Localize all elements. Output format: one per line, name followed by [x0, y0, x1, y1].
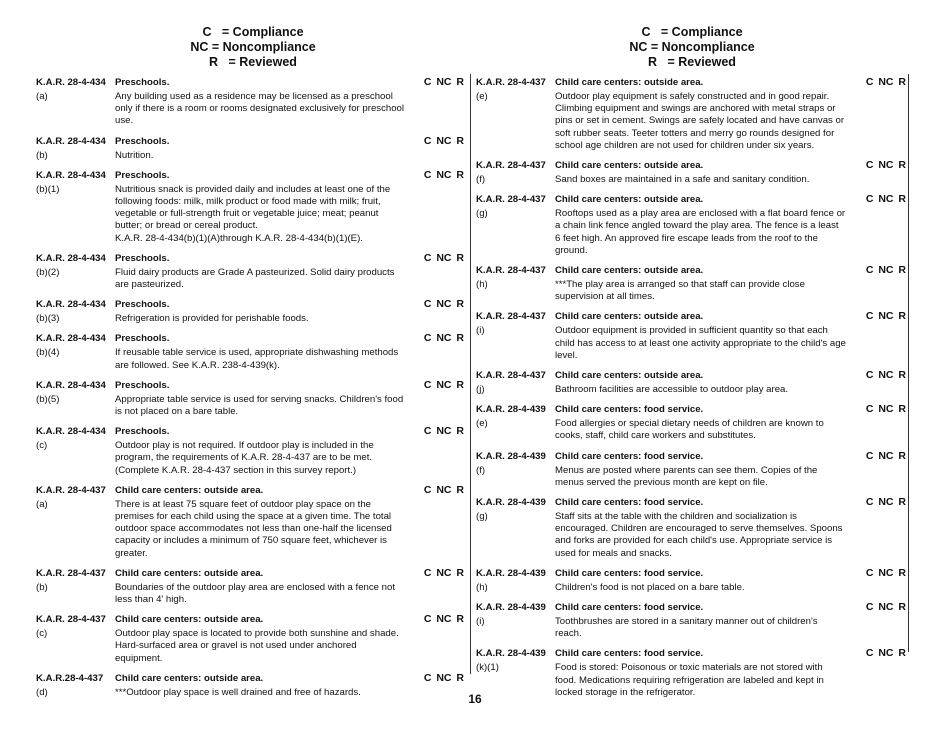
regulation-title: Preschools. — [115, 299, 170, 311]
entry-header — [36, 169, 464, 182]
requirement-text: ***The play area is arranged so that staff can provide close supervision at all times. — [555, 279, 805, 303]
subsection-label: (g) — [476, 208, 488, 220]
compliance-marks: C NC R — [423, 566, 464, 579]
compliance-marks: C NC R — [865, 310, 906, 323]
column-divider — [470, 74, 471, 674]
entry-header — [476, 567, 906, 580]
compliance-marks: C NC R — [423, 378, 464, 391]
regulation-title: Child care centers: outside area. — [555, 77, 704, 88]
regulation-title: Child care centers: food service. — [555, 648, 704, 660]
regulation-ref: K.A.R. 28-4-437 — [476, 160, 546, 172]
requirement-text: Outdoor play is not required. If outdoor play is included in the program, the requirements of K.A.R. 28-4-437 are to be met. (Complete K.A.R. 28-4-437 section in this survey report.) — [115, 440, 374, 476]
compliance-marks: C NC R — [865, 403, 906, 416]
entry-body — [476, 325, 906, 362]
regulation-ref: K.A.R. 28-4-437 — [36, 484, 106, 496]
requirement-text: Any building used as a residence may be licensed as a preschool only if there is a room or rooms designated exclusively for preschool use. — [115, 91, 405, 127]
subsection-label: (b) — [36, 149, 48, 161]
compliance-marks: C NC R — [423, 298, 464, 311]
legend-left — [103, 25, 403, 70]
entry-body — [36, 628, 464, 665]
regulation-ref: K.A.R.28-4-437 — [36, 672, 104, 684]
regulation-entry — [36, 298, 464, 325]
entry-body — [476, 279, 906, 303]
entry-header — [476, 264, 906, 277]
requirement-text: Refrigeration is provided for perishable foods. — [115, 313, 309, 325]
regulation-entry — [36, 613, 464, 665]
compliance-marks: C NC R — [865, 369, 906, 382]
regulation-entry — [36, 135, 464, 162]
regulation-title: Preschools. — [115, 379, 170, 391]
regulation-ref: K.A.R. 28-4-434 — [36, 299, 106, 311]
regulation-title: Child care centers: outside area. — [115, 484, 264, 496]
requirement-text: Menus are posted where parents can see them. Copies of the menus served the previous month are kept on file. — [555, 464, 818, 488]
entry-header — [36, 672, 464, 685]
entry-header — [476, 76, 906, 89]
regulation-ref: K.A.R. 28-4-434 — [36, 169, 106, 181]
regulation-title: Child care centers: outside area. — [115, 567, 264, 579]
entry-header — [36, 298, 464, 311]
entry-body — [36, 184, 464, 245]
regulation-title: Preschools. — [115, 169, 170, 181]
entry-body — [476, 511, 906, 560]
regulation-ref: K.A.R. 28-4-437 — [36, 567, 106, 579]
regulation-title: Preschools. — [115, 426, 170, 438]
requirement-text: Boundaries of the outdoor play area are enclosed with a fence not less than 4' high. — [115, 581, 396, 606]
regulation-ref: K.A.R. 28-4-439 — [476, 567, 546, 579]
legend-reviewed: R = Reviewed — [209, 55, 297, 69]
regulation-title: Child care centers: food service. — [555, 602, 704, 614]
regulation-ref: K.A.R. 28-4-437 — [476, 265, 546, 277]
compliance-marks: C NC R — [865, 496, 906, 509]
subsection-label: (e) — [476, 91, 488, 102]
regulation-title: Child care centers: food service. — [555, 567, 704, 579]
regulation-title: Child care centers: food service. — [555, 497, 704, 509]
entry-header — [36, 332, 464, 345]
compliance-marks: C NC R — [423, 168, 464, 181]
regulation-entry — [36, 484, 464, 560]
regulation-entry — [36, 425, 464, 477]
legend-compliance: C = Compliance — [641, 25, 743, 39]
compliance-marks: C NC R — [865, 601, 906, 614]
entry-body — [36, 440, 464, 477]
entry-header — [36, 484, 464, 497]
regulation-ref: K.A.R. 28-4-439 — [476, 602, 546, 614]
compliance-marks: C NC R — [865, 159, 906, 172]
compliance-marks: C NC R — [865, 193, 906, 206]
regulation-ref: K.A.R. 28-4-439 — [476, 648, 546, 660]
entry-header — [476, 601, 906, 614]
entry-body — [476, 582, 906, 594]
regulation-title: Child care centers: food service. — [555, 404, 704, 416]
entry-header — [476, 193, 906, 206]
entry-body — [476, 384, 906, 396]
entry-header — [36, 425, 464, 438]
requirement-text: Fluid dairy products are Grade A pasteurized. Solid dairy products are pasteurized. — [115, 266, 395, 291]
requirement-text: Children's food is not placed on a bare table. — [555, 581, 745, 593]
regulation-title: Child care centers: food service. — [555, 450, 704, 462]
subsection-label: (e) — [476, 418, 488, 430]
regulation-entry — [476, 159, 906, 186]
entry-header — [476, 159, 906, 172]
regulation-title: Preschools. — [115, 252, 170, 264]
subsection-label: (c) — [36, 440, 48, 452]
regulation-ref: K.A.R. 28-4-437 — [476, 194, 546, 206]
subsection-label: (b) — [36, 581, 48, 593]
requirement-text: Appropriate table service is used for serving snacks. Children's food is not placed on a bare table. — [115, 393, 404, 418]
requirement-text: ***Outdoor play space is well drained and free of hazards. — [115, 686, 361, 698]
entry-body — [476, 174, 906, 186]
regulation-ref: K.A.R. 28-4-437 — [36, 614, 106, 626]
subsection-label: (b)(4) — [36, 347, 60, 359]
entry-header — [476, 369, 906, 382]
regulation-ref: K.A.R. 28-4-434 — [36, 426, 106, 438]
subsection-label: (i) — [476, 325, 485, 337]
compliance-marks: C NC R — [423, 332, 464, 345]
regulation-entry — [36, 169, 464, 245]
entry-header — [476, 647, 906, 660]
subsection-label: (b)(1) — [36, 183, 60, 195]
subsection-label: (a) — [36, 498, 48, 510]
subsection-label: (k)(1) — [476, 662, 499, 674]
subsection-label: (h) — [476, 279, 488, 291]
regulation-entry — [476, 450, 906, 489]
entry-body — [36, 91, 464, 128]
regulation-title: Child care centers: outside area. — [555, 194, 704, 206]
regulation-title: Child care centers: outside area. — [555, 370, 704, 382]
requirement-text: Staff sits at the table with the children and socialization is encouraged. Children are encouraged to serve themselves. Spoons and forks are provided for each child's use. Appropriate service is used for meals and snacks. — [555, 511, 843, 559]
requirement-text: Outdoor play space is located to provide both sunshine and shade. Hard-surfaced area or gravel is not used under anchored equipment. — [115, 628, 399, 664]
requirement-text: Outdoor equipment is provided in sufficient quantity so that each child has access to at least one activity appropriate to the child's age level. — [555, 325, 846, 361]
right-border — [908, 74, 909, 652]
regulation-ref: K.A.R. 28-4-434 — [36, 379, 106, 391]
regulation-ref: K.A.R. 28-4-437 — [476, 77, 546, 88]
regulation-entry — [36, 567, 464, 606]
entry-body — [36, 499, 464, 560]
regulation-ref: K.A.R. 28-4-437 — [476, 370, 546, 382]
regulation-entry — [476, 264, 906, 303]
regulation-ref: K.A.R. 28-4-434 — [36, 333, 106, 345]
regulation-title: Child care centers: outside area. — [115, 672, 264, 684]
entry-header — [36, 567, 464, 580]
entry-body — [476, 465, 906, 489]
regulation-ref: K.A.R. 28-4-437 — [476, 311, 546, 323]
entry-header — [36, 379, 464, 392]
subsection-label: (h) — [476, 581, 488, 593]
regulation-ref: K.A.R. 28-4-434 — [36, 252, 106, 264]
regulation-title: Preschools. — [115, 77, 170, 88]
right-column — [476, 76, 906, 706]
entry-header — [476, 310, 906, 323]
compliance-marks: C NC R — [423, 613, 464, 626]
requirement-text: There is at least 75 square feet of outdoor play space on the premises for each child using the space at a given time. The total outdoor space accommodates not less than one-half the licensed capacity or includes a minimum of 750 square feet, whichever is greater. — [115, 498, 392, 559]
entry-header — [36, 613, 464, 626]
regulation-entry — [36, 76, 464, 128]
entry-body — [476, 208, 906, 257]
regulation-entry — [36, 379, 464, 418]
compliance-marks: C NC R — [423, 76, 464, 88]
subsection-label: (b)(2) — [36, 266, 60, 278]
compliance-marks: C NC R — [865, 449, 906, 462]
requirement-text: Bathroom facilities are accessible to outdoor play area. — [555, 384, 789, 396]
compliance-marks: C NC R — [423, 251, 464, 264]
compliance-marks: C NC R — [865, 264, 906, 277]
entry-header — [476, 403, 906, 416]
subsection-label: (c) — [36, 628, 48, 640]
legend-noncompliance: NC = Noncompliance — [190, 40, 316, 54]
compliance-marks: C NC R — [423, 483, 464, 496]
regulation-title: Child care centers: outside area. — [555, 160, 704, 172]
regulation-title: Child care centers: outside area. — [555, 311, 704, 323]
entry-header — [36, 76, 464, 89]
requirement-text: Outdoor play equipment is safely constructed and in good repair. Climbing equipment and swings are anchored with metal straps or pins or set in cement. Swings are safely located and have canvas or soft rubber seats. Teeter totters and merry go rounds designed for school age children are not used for children under six years. — [555, 91, 845, 151]
page-number: 16 — [468, 692, 482, 706]
subsection-label: (f) — [476, 464, 486, 476]
compliance-marks: C NC R — [865, 76, 906, 88]
subsection-label: (g) — [476, 511, 488, 523]
subsection-label: (j) — [476, 384, 485, 396]
regulation-entry — [476, 403, 906, 442]
regulation-title: Child care centers: outside area. — [555, 265, 704, 277]
regulation-ref: K.A.R. 28-4-439 — [476, 404, 546, 416]
compliance-marks: C NC R — [865, 566, 906, 579]
legend-noncompliance: NC = Noncompliance — [629, 40, 755, 54]
subsection-label: (b)(3) — [36, 313, 60, 325]
regulation-entry — [36, 252, 464, 291]
requirement-text: Toothbrushes are stored in a sanitary manner out of children's reach. — [555, 616, 818, 640]
entry-body — [476, 418, 906, 442]
regulation-ref: K.A.R. 28-4-439 — [476, 497, 546, 509]
requirement-text: Food is stored: Poisonous or toxic materials are not stored with food. Medications requiring refrigeration are labeled and kept in locked storage in the refrigerator. — [555, 662, 824, 698]
regulation-entry — [476, 567, 906, 594]
entry-body — [476, 616, 906, 640]
entry-body — [36, 394, 464, 418]
subsection-label: (f) — [476, 174, 486, 186]
entry-body — [36, 267, 464, 291]
compliance-marks: C NC R — [865, 647, 906, 660]
regulation-entry — [476, 193, 906, 257]
requirement-text: If reusable table service is used, appropriate dishwashing methods are followed. See K.A.R. 238-4-439(k). — [115, 347, 399, 371]
entry-body — [36, 150, 464, 162]
entry-header — [36, 252, 464, 265]
subsection-label: (d) — [36, 686, 48, 698]
subsection-label: (i) — [476, 616, 485, 628]
compliance-marks: C NC R — [423, 425, 464, 438]
legend-right — [542, 25, 842, 70]
requirement-text: Rooftops used as a play area are enclosed with a flat board fence or a chain link fence angled toward the play area. The fence is a least 6 feet high. An approved fire escape leads from the roof to the ground. — [555, 208, 846, 256]
regulation-title: Preschools. — [115, 333, 170, 345]
entry-header — [36, 135, 464, 148]
subsection-label: (b)(5) — [36, 393, 60, 405]
regulation-entry — [36, 332, 464, 371]
regulation-ref: K.A.R. 28-4-434 — [36, 135, 106, 147]
entry-body — [476, 91, 906, 152]
requirement-text: Sand boxes are maintained in a safe and sanitary condition. — [555, 174, 810, 186]
regulation-entry — [476, 76, 906, 152]
entry-header — [476, 496, 906, 509]
requirement-text: Nutrition. — [115, 149, 154, 161]
entry-body — [36, 347, 464, 371]
entry-header — [476, 450, 906, 463]
requirement-text: Food allergies or special dietary needs of children are known to cooks, staff, child care workers and substitutes. — [555, 418, 824, 442]
regulation-title: Preschools. — [115, 135, 170, 147]
regulation-ref: K.A.R. 28-4-434 — [36, 77, 106, 88]
regulation-entry — [476, 310, 906, 362]
compliance-marks: C NC R — [423, 671, 464, 684]
left-column — [36, 76, 464, 706]
legend-compliance: C = Compliance — [202, 25, 304, 39]
regulation-title: Child care centers: outside area. — [115, 614, 264, 626]
regulation-entry — [476, 369, 906, 396]
compliance-marks: C NC R — [423, 134, 464, 147]
entry-body — [36, 582, 464, 606]
entry-body — [36, 313, 464, 325]
regulation-ref: K.A.R. 28-4-439 — [476, 450, 546, 462]
regulation-entry — [476, 496, 906, 560]
subsection-label: (a) — [36, 91, 48, 102]
regulation-entry — [476, 601, 906, 640]
legend-reviewed: R = Reviewed — [648, 55, 736, 69]
requirement-text: Nutritious snack is provided daily and includes at least one of the following foods: milk, milk product or food made with milk; fruit, vegetable or full-strength fruit or vegetable juice; meat; peanut butter; or bread or cereal product. K.A.R. 28-4-434(b)(1)(A)through K.A.R. 28-4-434(b)(1)(E). — [115, 183, 391, 244]
